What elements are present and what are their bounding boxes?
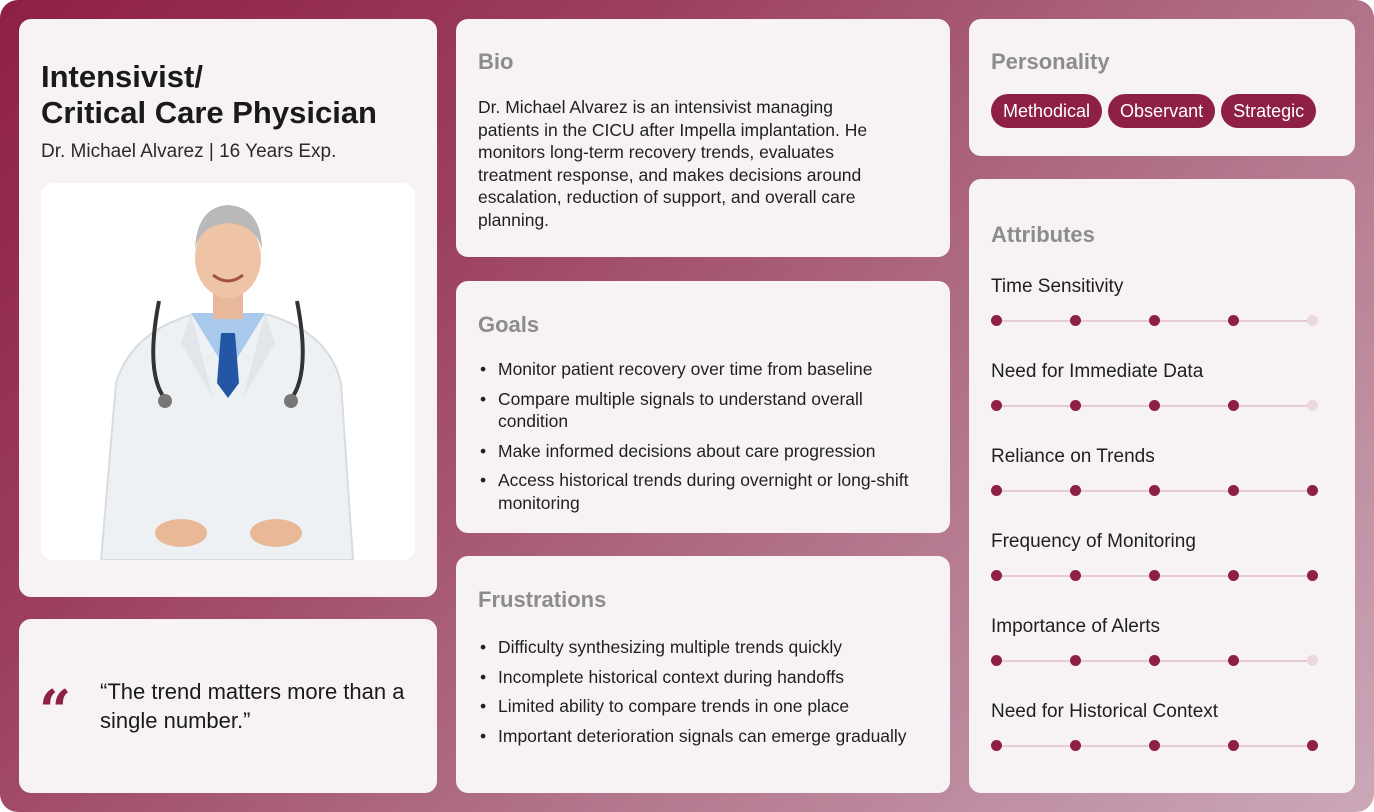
- attribute-dot: [1307, 740, 1318, 751]
- attribute-dot: [1307, 485, 1318, 496]
- attribute-dot: [1307, 655, 1318, 666]
- personality-title: Personality: [991, 49, 1110, 74]
- frustrations-list: [478, 636, 918, 754]
- attribute-dot: [1149, 655, 1160, 666]
- frustration-item: • Difficulty synthesizing multiple trends quickly: [478, 636, 918, 659]
- quote-text: “The trend matters more than a single number.”: [100, 679, 405, 733]
- attribute-dot: [1228, 740, 1239, 751]
- frustrations-title: Frustrations: [478, 587, 607, 612]
- attribute-dot: [1070, 740, 1081, 751]
- persona-subtitle: Dr. Michael Alvarez | 16 Years Exp.: [41, 141, 337, 162]
- goals-title: Goals: [478, 312, 540, 337]
- attribute-label: Frequency of Monitoring: [991, 531, 1196, 552]
- attribute-label: Need for Immediate Data: [991, 361, 1204, 382]
- attribute-dot: [991, 400, 1002, 411]
- role-title: [41, 59, 377, 131]
- frustration-item: • Incomplete historical context during handoffs: [478, 666, 918, 689]
- trait-pill: Strategic: [1221, 94, 1316, 128]
- attribute-dot: [1228, 570, 1239, 581]
- attribute-dot: [1070, 400, 1081, 411]
- personality-traits: [991, 94, 1316, 128]
- attribute-dot: [1149, 740, 1160, 751]
- attribute-dot: [991, 655, 1002, 666]
- attribute-reliance-on-trends: [991, 446, 1321, 510]
- trait-pill: Methodical: [991, 94, 1102, 128]
- attribute-dot: [1228, 315, 1239, 326]
- attribute-dot: [991, 570, 1002, 581]
- attribute-dot: [1070, 655, 1081, 666]
- frustration-item: • Limited ability to compare trends in one place: [478, 695, 918, 718]
- attribute-dot: [1228, 655, 1239, 666]
- goals-card: [456, 281, 950, 533]
- attribute-dot: [1070, 315, 1081, 326]
- goal-item: • Access historical trends during overnight or long-shift monitoring: [478, 469, 918, 514]
- attribute-label: Need for Historical Context: [991, 701, 1219, 722]
- attribute-time-sensitivity: [991, 276, 1321, 340]
- attribute-dot: [1070, 485, 1081, 496]
- bio-card: [456, 19, 950, 257]
- profile-card: [19, 19, 437, 597]
- role-title-line-1: Intensivist/: [41, 59, 203, 94]
- goal-item: • Compare multiple signals to understand overall condition: [478, 388, 918, 433]
- attribute-frequency-of-monitoring: [991, 531, 1321, 595]
- attribute-dot: [991, 315, 1002, 326]
- quote-card: [19, 619, 437, 793]
- frustration-item: • Important deterioration signals can emerge gradually: [478, 725, 918, 748]
- attribute-dot: [1307, 400, 1318, 411]
- goal-item: • Make informed decisions about care progression: [478, 440, 918, 463]
- attributes-title: Attributes: [991, 222, 1095, 247]
- bio-title: Bio: [478, 49, 514, 74]
- attribute-dot: [991, 740, 1002, 751]
- goals-list: [478, 358, 918, 521]
- doctor-illustration: [41, 183, 415, 560]
- role-title-line-2: Critical Care Physician: [41, 95, 377, 130]
- trait-pill: Observant: [1108, 94, 1215, 128]
- quote-mark-icon: “: [39, 678, 72, 744]
- attribute-dot: [1149, 315, 1160, 326]
- goal-item: • Monitor patient recovery over time from baseline: [478, 358, 918, 381]
- attribute-dot: [1228, 485, 1239, 496]
- attribute-dot: [1149, 570, 1160, 581]
- attribute-dot: [1228, 400, 1239, 411]
- attribute-dot: [1070, 570, 1081, 581]
- bio-text: Dr. Michael Alvarez is an intensivist managing patients in the CICU after Impella implantation. He monitors long-term recovery trends, evaluates treatment response, and makes decisions around escalation, reduction of support, and overall care planning.: [478, 97, 868, 230]
- attribute-need-for-immediate-data: [991, 361, 1321, 425]
- attribute-label: Reliance on Trends: [991, 446, 1155, 467]
- attribute-importance-of-alerts: [991, 616, 1321, 680]
- frustrations-card: [456, 556, 950, 793]
- attribute-need-for-historical-context: [991, 701, 1321, 765]
- attribute-dot: [991, 485, 1002, 496]
- persona-photo: [41, 183, 415, 560]
- personality-card: [969, 19, 1355, 156]
- attribute-dot: [1149, 400, 1160, 411]
- attribute-dot: [1149, 485, 1160, 496]
- attribute-label: Time Sensitivity: [991, 276, 1124, 297]
- attribute-dot: [1307, 315, 1318, 326]
- attribute-dot: [1307, 570, 1318, 581]
- attribute-label: Importance of Alerts: [991, 616, 1160, 637]
- attributes-card: [969, 179, 1355, 793]
